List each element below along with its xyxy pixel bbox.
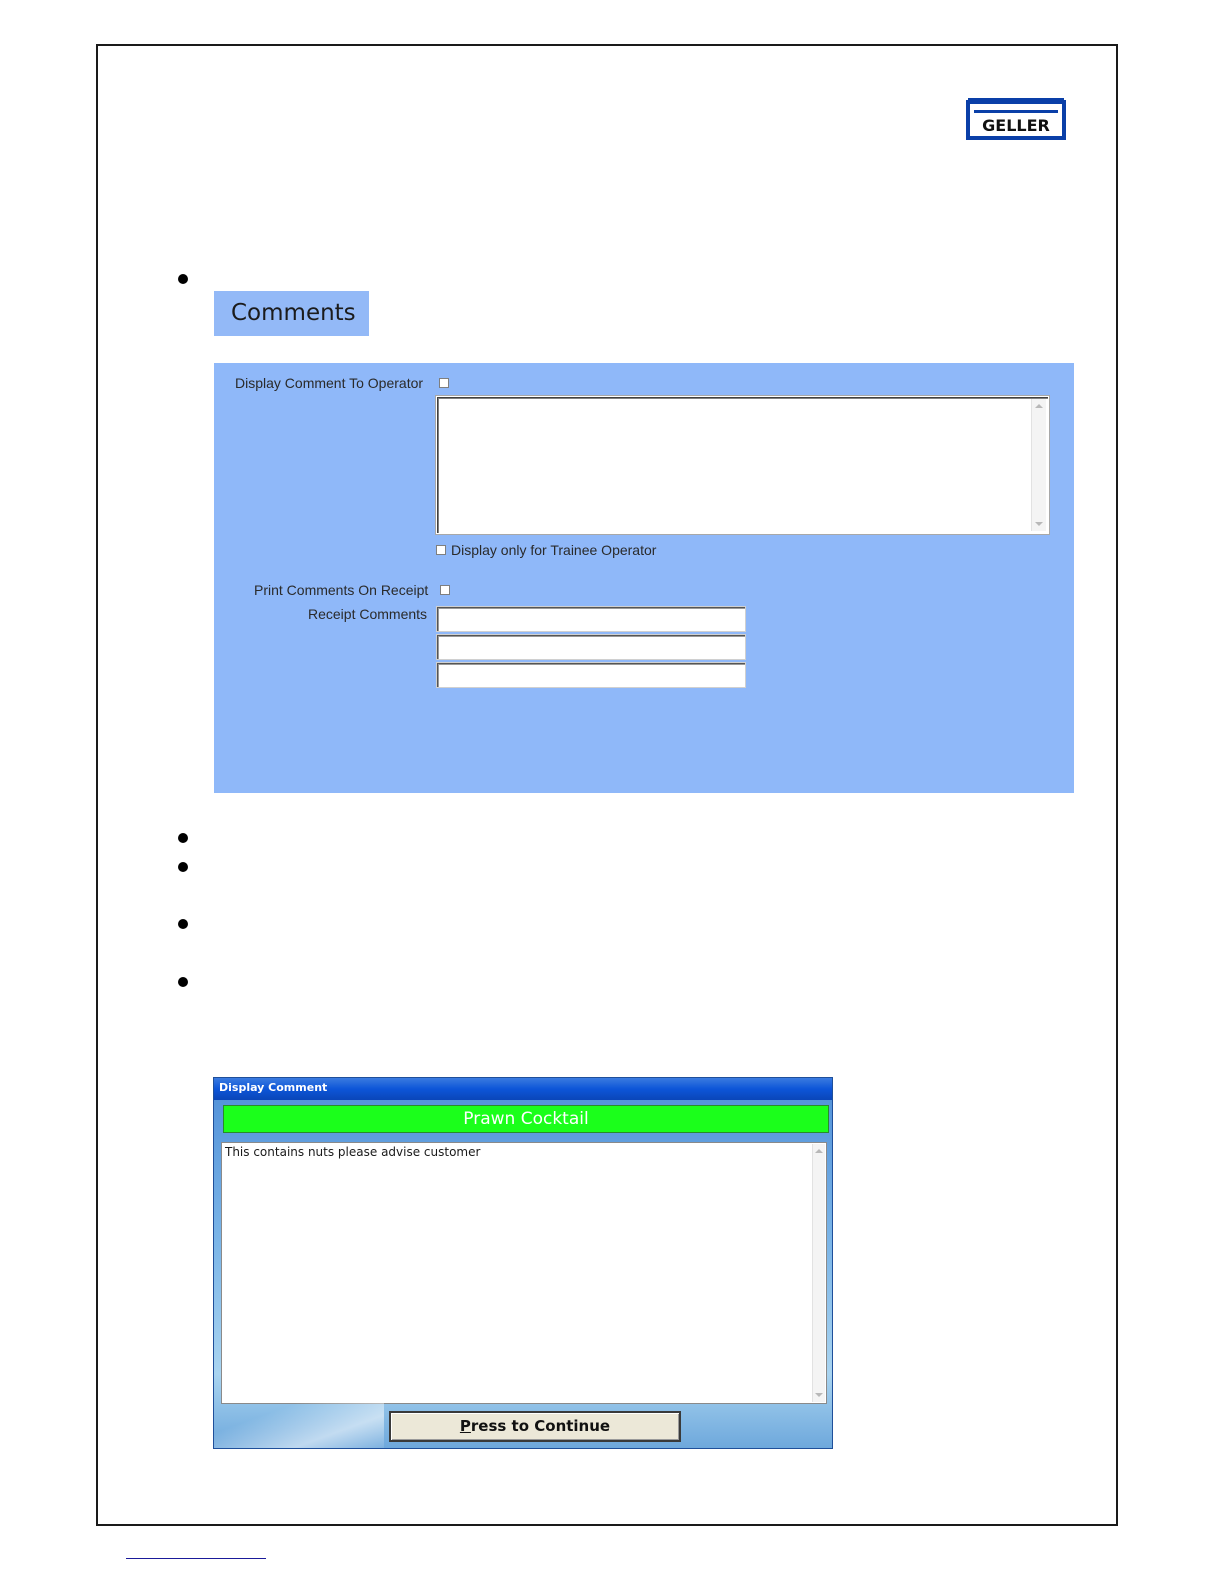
press-to-continue-button[interactable] [389,1411,681,1442]
tab-comments[interactable]: Comments [214,291,369,336]
comments-panel [214,363,1074,793]
bullet-point [178,833,188,843]
bullet-point [178,919,188,929]
trainee-only-checkbox[interactable] [436,545,446,555]
geller-logo [966,96,1066,140]
dialog-scrollbar[interactable] [812,1144,825,1402]
receipt-comment-line-2[interactable] [436,634,746,660]
comment-scrollbar[interactable] [1031,399,1046,531]
scroll-up-icon[interactable] [1035,404,1043,408]
display-comment-textarea[interactable] [221,1142,827,1404]
scroll-down-icon[interactable] [815,1393,823,1397]
button-label: ress to Continue [470,1417,611,1435]
item-name-banner: Prawn Cocktail [223,1105,829,1133]
scroll-down-icon[interactable] [1035,522,1043,526]
dialog-background-swirl [214,1400,384,1448]
receipt-comments-label: Receipt Comments [308,606,428,622]
receipt-comment-line-1[interactable] [436,606,746,632]
footer-link-line [126,1558,266,1559]
bullet-point [178,274,188,284]
bullet-point [178,862,188,872]
trainee-only-label: Display only for Trainee Operator [451,542,657,558]
display-comment-checkbox[interactable] [439,378,449,388]
display-comment-label: Display Comment To Operator [235,375,424,391]
comment-text: This contains nuts please advise customer [225,1145,481,1159]
display-comment-dialog [213,1077,833,1449]
operator-comment-textarea[interactable] [436,396,1049,534]
print-comments-checkbox[interactable] [440,585,450,595]
print-comments-label: Print Comments On Receipt [254,582,429,598]
scroll-up-icon[interactable] [815,1149,823,1153]
bullet-point [178,977,188,987]
dialog-title: Display Comment [219,1081,328,1094]
button-mnemonic: P [459,1417,471,1435]
logo-text: GELLER [982,116,1050,135]
receipt-comment-line-3[interactable] [436,662,746,688]
dialog-titlebar[interactable] [214,1078,832,1100]
